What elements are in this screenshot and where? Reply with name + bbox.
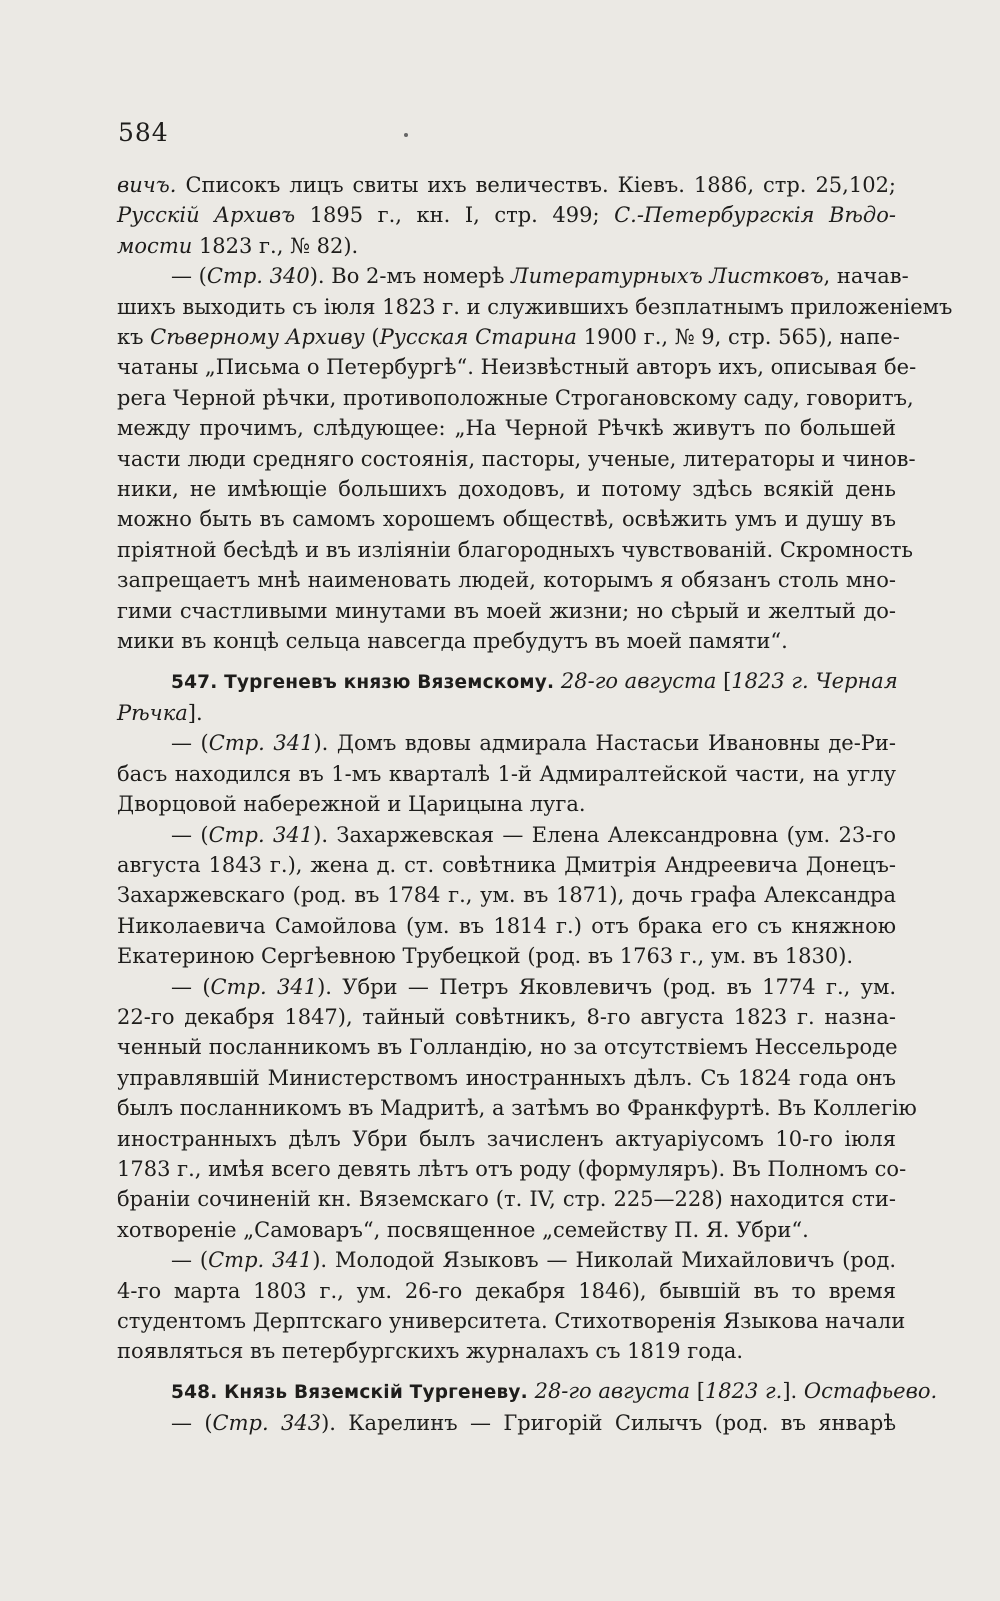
text-line: иностранныхъ дѣлъ Убри былъ зачисленъ актуаріусомъ 10-го іюля <box>117 1126 896 1151</box>
text-line: Рѣчка]. <box>117 700 203 725</box>
print-speck <box>404 133 408 137</box>
text-line: мости 1823 г., № 82). <box>117 233 359 258</box>
text-line: ники, не имѣющіе большихъ доходовъ, и потому здѣсь всякій день <box>117 477 896 502</box>
text-line: Дворцовой набережной и Царицына луга. <box>117 792 586 817</box>
text-line: мики въ концѣ сельца навсегда пребудутъ въ моей памяти“. <box>117 629 788 654</box>
text-line: Николаевича Самойлова (ум. въ 1814 г.) отъ брака его съ княжною <box>117 913 896 938</box>
text-line: 22-го декабря 1847), тайный совѣтникъ, 8-го августа 1823 г. назна- <box>117 1004 896 1029</box>
text-line: — (Стр. 343). Карелинъ — Григорій Силычъ (род. въ январѣ <box>171 1411 896 1436</box>
section-gap <box>117 1367 896 1376</box>
text-line: — (Стр. 341). Домъ вдовы адмирала Настасьи Ивановны де-Ри- <box>171 731 897 756</box>
text-line: шихъ выходить съ іюля 1823 г. и служившихъ безплатнымъ приложеніемъ <box>117 294 953 319</box>
text-line: — (Стр. 341). Захаржевская — Елена Александровна (ум. 23-го <box>171 822 896 847</box>
text-line: можно быть въ самомъ хорошемъ обществѣ, освѣжить умъ и душу въ <box>117 507 896 532</box>
text-line: басъ находился въ 1-мъ кварталѣ 1-й Адмиралтейской части, на углу <box>117 761 896 786</box>
text-line: управлявшій Министерствомъ иностранныхъ дѣлъ. Съ 1824 года онъ <box>117 1065 896 1090</box>
section-gap <box>117 657 896 666</box>
text-line: запрещаетъ мнѣ наименовать людей, которымъ я обязанъ столь мно- <box>117 568 896 593</box>
text-line: части люди средняго состоянія, пасторы, ученые, литераторы и чинов- <box>117 446 916 471</box>
text-line: былъ посланникомъ въ Мадритѣ, а затѣмъ во Франкфуртѣ. Въ Коллегію <box>117 1096 917 1121</box>
text-line: Русскій Архивъ 1895 г., кн. I, стр. 499; С.-Петербургскія Вѣдо- <box>117 203 896 228</box>
text-line: 547. Тургеневъ князю Вяземскому. 28-го августа [1823 г. Черная <box>171 668 898 693</box>
text-line: августа 1843 г.), жена д. ст. совѣтника Дмитрія Андреевича Донецъ- <box>117 852 896 877</box>
text-line: чатаны „Письма о Петербургѣ“. Неизвѣстный авторъ ихъ, описывая бе- <box>117 355 917 380</box>
text-line: вичъ. Списокъ лицъ свиты ихъ величествъ. Кіевъ. 1886, стр. 25,102; <box>117 173 896 197</box>
text-line: хотвореніе „Самоваръ“, посвященное „семейству П. Я. Убри“. <box>117 1217 809 1242</box>
text-line: студентомъ Дерптскаго университета. Стихотворенія Языкова начали <box>117 1309 906 1334</box>
text-line: рега Черной рѣчки, противоположные Строгановскому саду, говоритъ, <box>117 385 914 410</box>
text-line: — (Стр. 341). Убри — Петръ Яковлевичъ (род. въ 1774 г., ум. <box>171 974 896 999</box>
page-number: 584 <box>118 118 169 147</box>
text-line: между прочимъ, слѣдующее: „На Черной Рѣчкѣ живутъ по большей <box>117 416 896 441</box>
text-line: къ Сѣверному Архиву (Русская Старина 1900 г., № 9, стр. 565), напе- <box>117 325 900 350</box>
text-line: — (Стр. 341). Молодой Языковъ — Николай Михайловичъ (род. <box>171 1248 896 1273</box>
body-text <box>117 170 953 1439</box>
text-line: появляться въ петербургскихъ журналахъ съ 1819 года. <box>117 1339 744 1364</box>
text-line: 548. Князь Вяземскій Тургеневу. 28-го августа [1823 г.]. Остафьево. <box>171 1378 938 1403</box>
text-line: пріятной бесѣдѣ и въ изліяніи благородныхъ чувствованій. Скромность <box>117 537 913 562</box>
text-line: гими счастливыми минутами въ моей жизни; но сѣрый и желтый до- <box>117 598 896 623</box>
text-line: ченный посланникомъ въ Голландію, но за отсутствіемъ Нессельроде <box>117 1035 898 1060</box>
text-line: 4-го марта 1803 г., ум. 26-го декабря 1846), бывшій въ то время <box>117 1278 896 1303</box>
text-line: 1783 г., имѣя всего девять лѣтъ отъ роду (формуляръ). Въ Полномъ со- <box>117 1157 907 1181</box>
text-line: — (Стр. 340). Во 2-мъ номерѣ Литературныхъ Листковъ, начав- <box>171 264 909 289</box>
text-line: браніи сочиненій кн. Вяземскаго (т. IV, стр. 225—228) находится сти- <box>117 1187 896 1212</box>
text-line: Екатериною Сергѣевною Трубецкой (род. въ 1763 г., ум. въ 1830). <box>117 944 854 969</box>
text-line: Захаржевскаго (род. въ 1784 г., ум. въ 1871), дочь графа Александра <box>117 883 896 908</box>
